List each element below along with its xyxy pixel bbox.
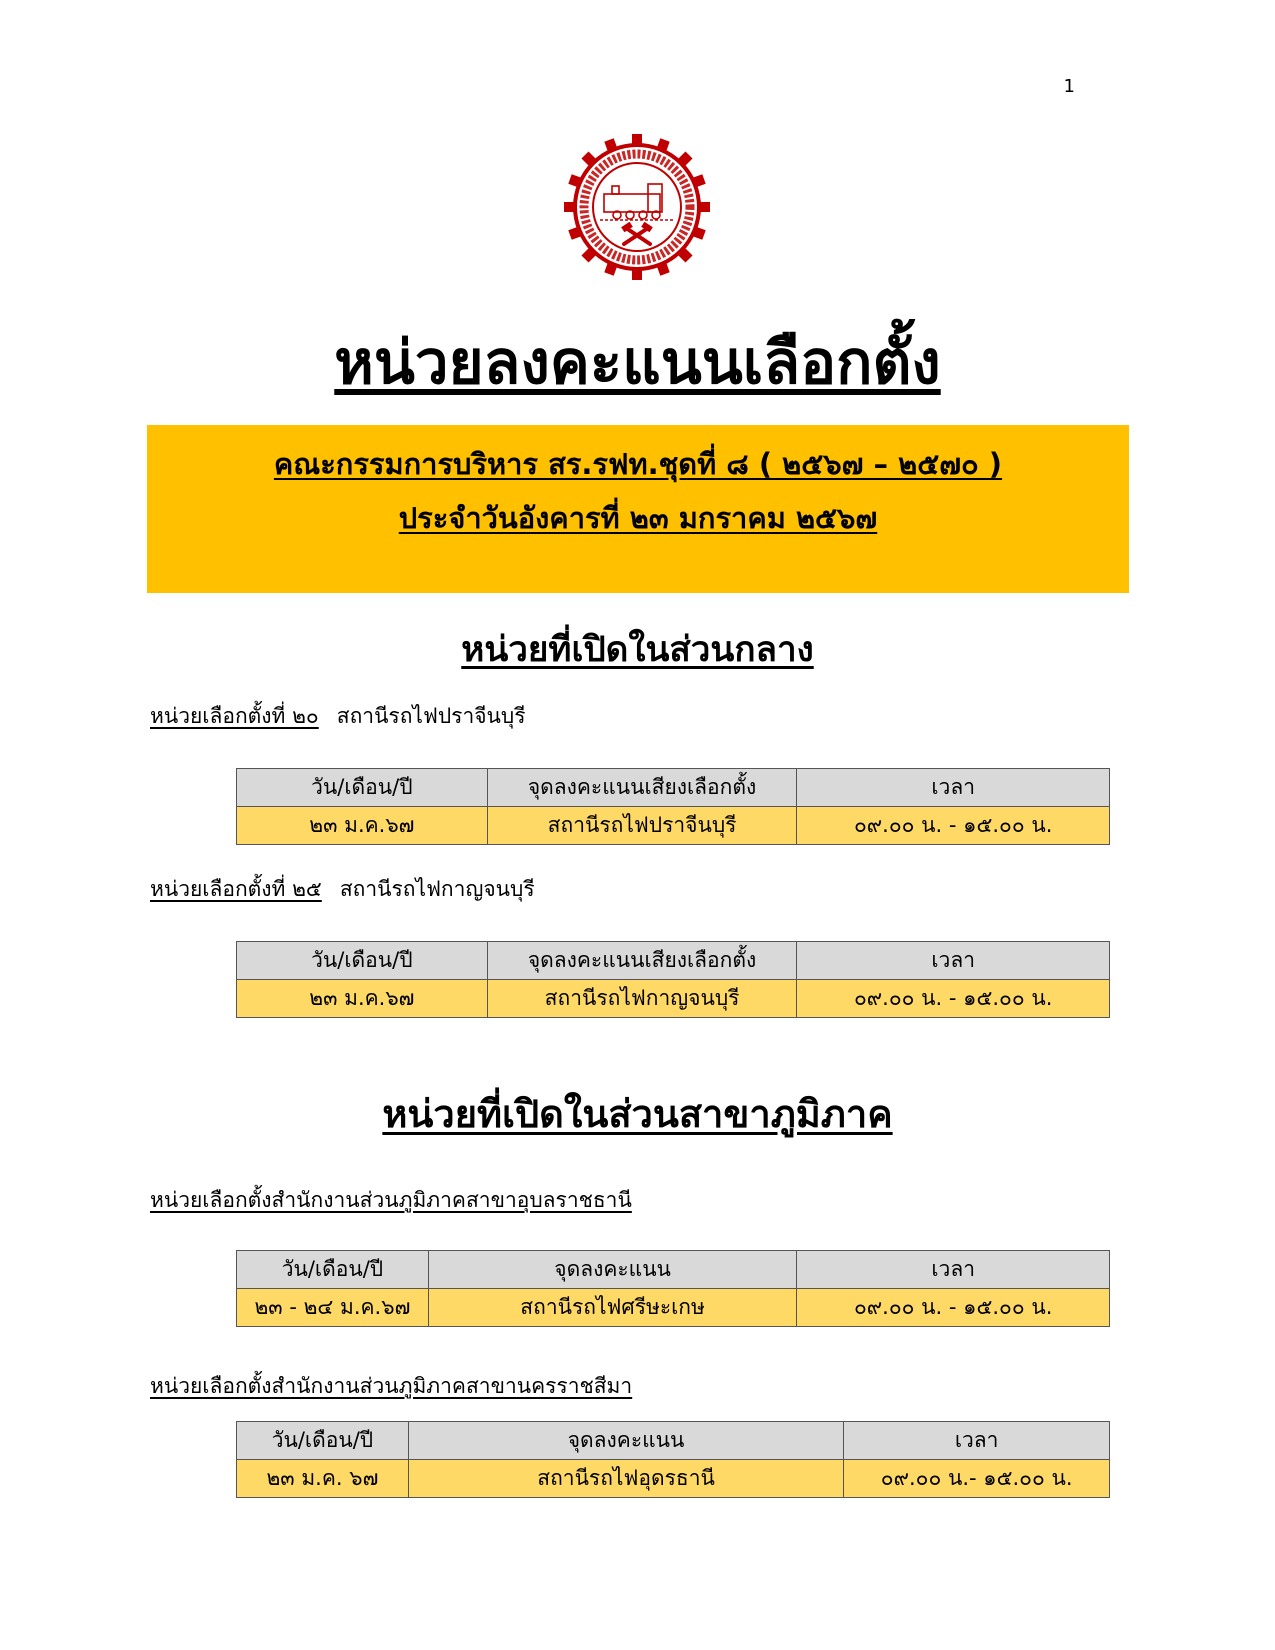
column-header-date: วัน/เดือน/ปี bbox=[237, 769, 488, 807]
central-section-title: หน่วยที่เปิดในส่วนกลาง bbox=[461, 630, 814, 670]
cell-date: ๒๓ ม.ค.๖๗ bbox=[237, 807, 488, 845]
cell-date: ๒๓ ม.ค. ๖๗ bbox=[237, 1460, 409, 1498]
banner-committee-line: คณะกรรมการบริหาร สร.รฟท.ชุดที่ ๘ ( ๒๕๖๗ – ๒๕๗๐ ) bbox=[273, 447, 1003, 481]
cell-location: สถานีรถไฟปราจีนบุรี bbox=[487, 807, 797, 845]
unit-label: หน่วยเลือกตั้งสำนักงานส่วนภูมิภาคสาขาอุบลราชธานี bbox=[150, 1188, 632, 1212]
table-header-row bbox=[237, 1251, 1110, 1289]
table-header-row bbox=[237, 942, 1110, 980]
column-header-location: จุดลงคะแนนเสียงเลือกตั้ง bbox=[487, 769, 797, 807]
unit-heading bbox=[150, 873, 535, 906]
schedule-table bbox=[236, 768, 1110, 845]
unit-label: หน่วยเลือกตั้งที่ ๒๐ bbox=[150, 704, 319, 728]
cell-time: ๐๙.๐๐ น.- ๑๕.๐๐ น. bbox=[844, 1460, 1110, 1498]
column-header-location: จุดลงคะแนน bbox=[408, 1422, 843, 1460]
unit-station-name: สถานีรถไฟปราจีนบุรี bbox=[336, 704, 526, 728]
unit-heading bbox=[150, 1370, 632, 1403]
banner-date-line: ประจำวันอังคารที่ ๒๓ มกราคม ๒๕๖๗ bbox=[398, 501, 878, 535]
cell-location: สถานีรถไฟกาญจนบุรี bbox=[487, 980, 797, 1018]
cell-location: สถานีรถไฟอุดรธานี bbox=[408, 1460, 843, 1498]
table-header-row bbox=[237, 769, 1110, 807]
column-header-date: วัน/เดือน/ปี bbox=[237, 1251, 429, 1289]
column-header-date: วัน/เดือน/ปี bbox=[237, 1422, 409, 1460]
cell-time: ๐๙.๐๐ น. - ๑๕.๐๐ น. bbox=[797, 1289, 1110, 1327]
column-header-time: เวลา bbox=[844, 1422, 1110, 1460]
cell-location: สถานีรถไฟศรีษะเกษ bbox=[428, 1289, 797, 1327]
table-header-row bbox=[237, 1422, 1110, 1460]
railway-union-gear-emblem-icon bbox=[562, 132, 712, 282]
cell-time: ๐๙.๐๐ น. - ๑๕.๐๐ น. bbox=[797, 980, 1110, 1018]
schedule-table bbox=[236, 1421, 1110, 1498]
table-row bbox=[237, 1289, 1110, 1327]
table-row bbox=[237, 1460, 1110, 1498]
table-row bbox=[237, 807, 1110, 845]
committee-banner bbox=[147, 425, 1129, 593]
cell-time: ๐๙.๐๐ น. - ๑๕.๐๐ น. bbox=[797, 807, 1110, 845]
regional-section-title: หน่วยที่เปิดในส่วนสาขาภูมิภาค bbox=[382, 1092, 893, 1136]
table-row bbox=[237, 980, 1110, 1018]
schedule-table bbox=[236, 1250, 1110, 1327]
page-number: 1 bbox=[1063, 76, 1075, 97]
column-header-date: วัน/เดือน/ปี bbox=[237, 942, 488, 980]
column-header-time: เวลา bbox=[797, 942, 1110, 980]
unit-heading bbox=[150, 1184, 632, 1217]
unit-heading bbox=[150, 700, 526, 733]
column-header-location: จุดลงคะแนน bbox=[428, 1251, 797, 1289]
cell-date: ๒๓ ม.ค.๖๗ bbox=[237, 980, 488, 1018]
cell-date: ๒๓ - ๒๔ ม.ค.๖๗ bbox=[237, 1289, 429, 1327]
column-header-location: จุดลงคะแนนเสียงเลือกตั้ง bbox=[487, 942, 797, 980]
unit-label: หน่วยเลือกตั้งสำนักงานส่วนภูมิภาคสาขานครราชสีมา bbox=[150, 1374, 633, 1398]
page-title: หน่วยลงคะแนนเลือกตั้ง bbox=[334, 328, 941, 398]
schedule-table bbox=[236, 941, 1110, 1018]
unit-label: หน่วยเลือกตั้งที่ ๒๕ bbox=[150, 877, 322, 901]
column-header-time: เวลา bbox=[797, 769, 1110, 807]
unit-station-name: สถานีรถไฟกาญจนบุรี bbox=[339, 877, 535, 901]
column-header-time: เวลา bbox=[797, 1251, 1110, 1289]
